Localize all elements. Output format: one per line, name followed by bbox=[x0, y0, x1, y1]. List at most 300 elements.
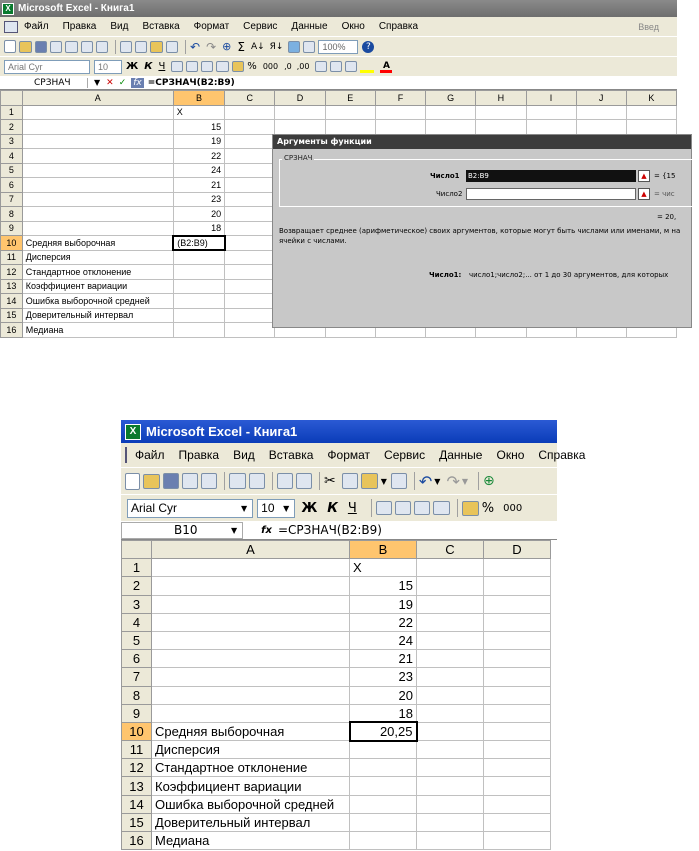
menu-file[interactable]: Файл bbox=[24, 21, 49, 32]
row-header-5[interactable]: 5 bbox=[1, 163, 23, 178]
insert-function-icon[interactable]: fx bbox=[133, 77, 142, 88]
percent-icon[interactable]: % bbox=[481, 500, 495, 516]
row-header-5[interactable]: 5 bbox=[122, 631, 152, 649]
column-header-b[interactable]: B bbox=[173, 91, 224, 106]
autosum-icon[interactable]: Σ bbox=[237, 39, 245, 54]
borders-icon[interactable] bbox=[345, 61, 357, 72]
column-header-a[interactable]: A bbox=[22, 91, 173, 106]
cell-d2[interactable] bbox=[275, 120, 325, 135]
cell-b13[interactable] bbox=[350, 777, 417, 795]
row-header-8[interactable]: 8 bbox=[122, 686, 152, 704]
cell-b4[interactable]: 22 bbox=[350, 613, 417, 631]
menu-tools[interactable]: Сервис bbox=[243, 21, 278, 32]
row-header-6[interactable]: 6 bbox=[122, 650, 152, 668]
cell-c10[interactable] bbox=[225, 236, 275, 251]
cell-a5[interactable] bbox=[152, 631, 350, 649]
cell-a2[interactable] bbox=[22, 120, 173, 135]
cell-b7[interactable]: 23 bbox=[173, 192, 224, 207]
insert-function-icon[interactable]: fx bbox=[261, 524, 272, 536]
email-icon[interactable] bbox=[201, 473, 217, 489]
cell-i2[interactable] bbox=[526, 120, 576, 135]
copy-icon[interactable] bbox=[135, 41, 147, 53]
table-row bbox=[122, 631, 551, 649]
paste-icon[interactable] bbox=[361, 473, 378, 489]
cell-c3[interactable] bbox=[417, 595, 484, 613]
open-icon[interactable] bbox=[143, 474, 160, 489]
increase-indent-icon[interactable] bbox=[330, 61, 342, 72]
select-all-corner[interactable] bbox=[1, 91, 23, 106]
arg2-input[interactable] bbox=[466, 188, 636, 200]
column-header-j[interactable]: J bbox=[576, 91, 626, 106]
cell-b3[interactable]: 19 bbox=[173, 134, 224, 149]
format-painter-icon[interactable] bbox=[166, 41, 178, 53]
cell-a6[interactable] bbox=[152, 650, 350, 668]
menu-format[interactable]: Формат bbox=[193, 21, 230, 32]
cell-a14[interactable]: Ошибка выборочной средней bbox=[22, 294, 173, 309]
cell-d9[interactable] bbox=[484, 704, 551, 722]
cell-b3[interactable]: 19 bbox=[350, 595, 417, 613]
menu-window[interactable]: Окно bbox=[341, 21, 365, 32]
cell-c9[interactable] bbox=[417, 704, 484, 722]
row-header-11[interactable]: 11 bbox=[122, 741, 152, 759]
cell-d2[interactable] bbox=[484, 577, 551, 595]
cell-j2[interactable] bbox=[576, 120, 626, 135]
cell-b11[interactable] bbox=[350, 741, 417, 759]
undo-icon[interactable]: ↶ bbox=[418, 471, 433, 491]
table-row bbox=[122, 668, 551, 686]
cell-c1[interactable] bbox=[225, 105, 275, 120]
cell-b10[interactable]: (B2:B9) bbox=[173, 236, 224, 251]
group-label: СРЗНАЧ bbox=[284, 154, 313, 162]
print-icon[interactable] bbox=[65, 41, 78, 53]
column-header-k[interactable]: K bbox=[626, 91, 676, 106]
decrease-indent-icon[interactable] bbox=[315, 61, 327, 72]
cell-a4[interactable] bbox=[152, 613, 350, 631]
save-icon[interactable] bbox=[163, 473, 179, 489]
cut-icon[interactable]: ✂ bbox=[324, 473, 336, 489]
cell-d6[interactable] bbox=[484, 650, 551, 668]
standard-toolbar bbox=[0, 36, 677, 56]
cell-k1[interactable] bbox=[626, 105, 676, 120]
row-header-4[interactable]: 4 bbox=[122, 613, 152, 631]
table-row bbox=[122, 686, 551, 704]
redo-dropdown-icon[interactable]: ▼ bbox=[461, 476, 469, 486]
cell-c7[interactable] bbox=[225, 192, 275, 207]
cell-b1[interactable]: X bbox=[350, 559, 417, 577]
cell-e1[interactable] bbox=[325, 105, 375, 120]
cell-c6[interactable] bbox=[225, 178, 275, 193]
cell-a10[interactable]: Средняя выборочная bbox=[22, 236, 173, 251]
cell-a15[interactable]: Доверительный интервал bbox=[22, 308, 173, 323]
cell-a6[interactable] bbox=[22, 178, 173, 193]
cell-c2[interactable] bbox=[225, 120, 275, 135]
undo-dropdown-icon[interactable]: ▼ bbox=[434, 476, 441, 486]
cell-b15[interactable] bbox=[173, 308, 224, 323]
italic-icon[interactable]: К bbox=[144, 61, 153, 72]
menu-format[interactable]: Формат bbox=[327, 448, 371, 462]
dialog-title: Аргументы функции bbox=[273, 135, 691, 149]
cell-a7[interactable] bbox=[152, 668, 350, 686]
font-name-dropdown-icon[interactable]: ▼ bbox=[241, 503, 248, 513]
print-preview-icon[interactable] bbox=[249, 473, 265, 489]
hyperlink-icon[interactable]: ⊕ bbox=[483, 473, 495, 489]
menu-view[interactable]: Вид bbox=[233, 448, 255, 462]
align-center-icon[interactable] bbox=[186, 61, 198, 72]
arg1-collapse-icon[interactable]: ▲ bbox=[638, 170, 650, 182]
select-all-corner[interactable] bbox=[122, 541, 152, 559]
cell-a14[interactable]: Ошибка выборочной средней bbox=[152, 795, 350, 813]
merge-center-icon[interactable] bbox=[216, 61, 229, 72]
row-header-3[interactable]: 3 bbox=[1, 134, 23, 149]
help-icon[interactable]: ? bbox=[362, 41, 374, 53]
name-box[interactable]: СРЗНАЧ bbox=[0, 78, 88, 88]
formatting-toolbar bbox=[0, 56, 677, 76]
cell-a4[interactable] bbox=[22, 149, 173, 164]
sort-asc-icon[interactable]: А↓ bbox=[250, 41, 265, 52]
cell-b11[interactable] bbox=[173, 250, 224, 265]
row-header-13[interactable]: 13 bbox=[122, 777, 152, 795]
italic-icon[interactable]: К bbox=[327, 500, 338, 516]
save-icon[interactable] bbox=[35, 41, 47, 53]
cell-a8[interactable] bbox=[22, 207, 173, 222]
underline-icon[interactable]: Ч bbox=[347, 500, 357, 516]
cell-b9[interactable]: 18 bbox=[173, 221, 224, 236]
thousands-icon[interactable]: 000 bbox=[503, 502, 523, 514]
column-header-e[interactable]: E bbox=[325, 91, 375, 106]
align-right-icon[interactable] bbox=[201, 61, 213, 72]
menu-insert[interactable]: Вставка bbox=[142, 21, 180, 32]
cell-h2[interactable] bbox=[476, 120, 526, 135]
total-result: = 20, bbox=[657, 213, 677, 221]
zoom-box[interactable]: 100% bbox=[318, 40, 358, 54]
cell-a8[interactable] bbox=[152, 686, 350, 704]
cell-b5[interactable]: 24 bbox=[350, 631, 417, 649]
cell-h1[interactable] bbox=[476, 105, 526, 120]
cell-c6[interactable] bbox=[417, 650, 484, 668]
cell-d14[interactable] bbox=[484, 795, 551, 813]
cell-b13[interactable] bbox=[173, 279, 224, 294]
row-header-16[interactable]: 16 bbox=[122, 832, 152, 850]
cell-a16[interactable]: Медиана bbox=[22, 323, 173, 338]
cell-c11[interactable] bbox=[225, 250, 275, 265]
row-header-2[interactable]: 2 bbox=[1, 120, 23, 135]
paste-dropdown-icon[interactable]: ▼ bbox=[380, 476, 387, 486]
bold-icon[interactable]: Ж bbox=[301, 500, 318, 516]
chart-icon[interactable] bbox=[288, 41, 300, 53]
cell-c14[interactable] bbox=[417, 795, 484, 813]
cell-c16[interactable] bbox=[417, 832, 484, 850]
row-header-12[interactable]: 12 bbox=[122, 759, 152, 777]
column-header-c[interactable]: C bbox=[225, 91, 275, 106]
font-size-box[interactable]: 10 bbox=[257, 499, 295, 518]
cell-a1[interactable] bbox=[22, 105, 173, 120]
cell-i1[interactable] bbox=[526, 105, 576, 120]
help-arg-label: Число1: bbox=[429, 271, 462, 279]
cell-a3[interactable] bbox=[22, 134, 173, 149]
permission-icon[interactable] bbox=[50, 41, 62, 53]
cell-b15[interactable] bbox=[350, 813, 417, 831]
row-header-12[interactable]: 12 bbox=[1, 265, 23, 280]
cell-a9[interactable] bbox=[22, 221, 173, 236]
font-name-box[interactable]: Arial Cyr bbox=[4, 60, 90, 74]
menu-edit[interactable]: Правка bbox=[62, 21, 97, 32]
redo-icon[interactable]: ↷ bbox=[446, 471, 460, 491]
menu-tools[interactable]: Сервис bbox=[384, 448, 426, 462]
align-left-icon[interactable] bbox=[171, 61, 183, 72]
cell-d15[interactable] bbox=[484, 813, 551, 831]
cell-c7[interactable] bbox=[417, 668, 484, 686]
currency-icon[interactable] bbox=[232, 61, 244, 72]
cell-b4[interactable]: 22 bbox=[173, 149, 224, 164]
row-header-10[interactable]: 10 bbox=[122, 722, 152, 740]
undo-icon[interactable]: ↶ bbox=[190, 39, 201, 54]
name-box-dropdown-icon[interactable]: ▼ bbox=[231, 525, 238, 535]
cell-c12[interactable] bbox=[225, 265, 275, 280]
cell-c1[interactable] bbox=[417, 559, 484, 577]
cell-c3[interactable] bbox=[225, 134, 275, 149]
arg2-collapse-icon[interactable]: ▲ bbox=[638, 188, 650, 200]
cell-d11[interactable] bbox=[484, 741, 551, 759]
row-header-10[interactable]: 10 bbox=[1, 236, 23, 251]
table-row bbox=[122, 650, 551, 668]
cell-b10[interactable]: 20,25 bbox=[350, 722, 417, 740]
column-header-d[interactable]: D bbox=[484, 541, 551, 559]
cell-a12[interactable]: Стандартное отклонение bbox=[152, 759, 350, 777]
paste-icon[interactable] bbox=[150, 41, 163, 53]
name-box[interactable]: B10 bbox=[121, 522, 243, 539]
cancel-icon[interactable]: ✕ bbox=[106, 77, 114, 88]
cell-d3[interactable] bbox=[484, 595, 551, 613]
cell-c9[interactable] bbox=[225, 221, 275, 236]
drawing-icon[interactable] bbox=[303, 41, 315, 53]
cell-c8[interactable] bbox=[225, 207, 275, 222]
enter-icon[interactable]: ✓ bbox=[118, 77, 127, 88]
align-left-icon[interactable] bbox=[376, 501, 392, 515]
cell-d1[interactable] bbox=[275, 105, 325, 120]
cell-c11[interactable] bbox=[417, 741, 484, 759]
cell-c15[interactable] bbox=[225, 308, 275, 323]
column-header-g[interactable]: G bbox=[426, 91, 476, 106]
cell-c16[interactable] bbox=[225, 323, 275, 338]
menu-data[interactable]: Данные bbox=[439, 448, 483, 462]
arg1-input[interactable]: B2:B9 bbox=[466, 170, 636, 182]
cell-c2[interactable] bbox=[417, 577, 484, 595]
row-header-9[interactable]: 9 bbox=[1, 221, 23, 236]
cell-a13[interactable]: Коэффициент вариации bbox=[152, 777, 350, 795]
cell-a13[interactable]: Коэффициент вариации bbox=[22, 279, 173, 294]
cell-b8[interactable]: 20 bbox=[350, 686, 417, 704]
excel-logo-icon: X bbox=[2, 3, 14, 15]
cell-a11[interactable]: Дисперсия bbox=[152, 741, 350, 759]
cell-d4[interactable] bbox=[484, 613, 551, 631]
cell-b7[interactable]: 23 bbox=[350, 668, 417, 686]
cell-k2[interactable] bbox=[626, 120, 676, 135]
cell-c8[interactable] bbox=[417, 686, 484, 704]
cell-c14[interactable] bbox=[225, 294, 275, 309]
formula-text[interactable]: =СРЗНАЧ(B2:B9) bbox=[277, 523, 382, 537]
font-name-box[interactable]: Arial Cyr bbox=[127, 499, 253, 518]
cell-j1[interactable] bbox=[576, 105, 626, 120]
cell-b14[interactable] bbox=[173, 294, 224, 309]
window-title: Microsoft Excel - Книга1 bbox=[146, 424, 298, 439]
font-size-dropdown-icon[interactable]: ▼ bbox=[283, 503, 290, 513]
cell-b5[interactable]: 24 bbox=[173, 163, 224, 178]
cell-g2[interactable] bbox=[426, 120, 476, 135]
column-header-i[interactable]: I bbox=[526, 91, 576, 106]
column-header-row bbox=[1, 91, 677, 106]
column-header-h[interactable]: H bbox=[476, 91, 526, 106]
sort-desc-icon[interactable]: Я↓ bbox=[269, 41, 284, 52]
column-header-a[interactable]: A bbox=[152, 541, 350, 559]
cell-f2[interactable] bbox=[375, 120, 425, 135]
cell-c4[interactable] bbox=[417, 613, 484, 631]
arg2-label: Число2 bbox=[436, 190, 463, 198]
bold-icon[interactable]: Ж bbox=[126, 61, 139, 72]
menu-window[interactable]: Окно bbox=[496, 448, 525, 462]
menu-help[interactable]: Справка bbox=[538, 448, 586, 462]
row-header-9[interactable]: 9 bbox=[122, 704, 152, 722]
font-size-box[interactable]: 10 bbox=[94, 60, 122, 74]
menu-view[interactable]: Вид bbox=[110, 21, 129, 32]
new-icon[interactable] bbox=[125, 473, 140, 490]
currency-icon[interactable] bbox=[462, 501, 479, 516]
menu-data[interactable]: Данные bbox=[291, 21, 328, 32]
row-header-6[interactable]: 6 bbox=[1, 178, 23, 193]
row-header-14[interactable]: 14 bbox=[1, 294, 23, 309]
align-right-icon[interactable] bbox=[414, 501, 430, 515]
row-header-16[interactable]: 16 bbox=[1, 323, 23, 338]
cell-b12[interactable] bbox=[173, 265, 224, 280]
cell-a2[interactable] bbox=[152, 577, 350, 595]
cell-b9[interactable]: 18 bbox=[350, 704, 417, 722]
cell-d8[interactable] bbox=[484, 686, 551, 704]
cell-c10[interactable] bbox=[417, 722, 484, 740]
print-icon[interactable] bbox=[229, 473, 246, 489]
cell-b12[interactable] bbox=[350, 759, 417, 777]
cell-b8[interactable]: 20 bbox=[173, 207, 224, 222]
cell-c13[interactable] bbox=[417, 777, 484, 795]
formula-text[interactable]: =СРЗНАЧ(B2:B9) bbox=[147, 77, 235, 88]
cell-a12[interactable]: Стандартное отклонение bbox=[22, 265, 173, 280]
column-header-d[interactable]: D bbox=[275, 91, 325, 106]
research-icon[interactable] bbox=[296, 473, 312, 489]
cell-c4[interactable] bbox=[225, 149, 275, 164]
permission-icon[interactable] bbox=[182, 473, 198, 489]
row-header-13[interactable]: 13 bbox=[1, 279, 23, 294]
cell-a15[interactable]: Доверительный интервал bbox=[152, 813, 350, 831]
cell-c5[interactable] bbox=[417, 631, 484, 649]
cell-f1[interactable] bbox=[375, 105, 425, 120]
cell-a9[interactable] bbox=[152, 704, 350, 722]
cell-b1[interactable]: X bbox=[173, 105, 224, 120]
new-icon[interactable] bbox=[4, 40, 16, 53]
format-painter-icon[interactable] bbox=[391, 473, 407, 489]
cell-a3[interactable] bbox=[152, 595, 350, 613]
merge-center-icon[interactable] bbox=[433, 501, 450, 515]
question-box[interactable]: Введ bbox=[638, 21, 659, 32]
cell-c15[interactable] bbox=[417, 813, 484, 831]
cell-a1[interactable] bbox=[152, 559, 350, 577]
function-arguments-dialog bbox=[272, 134, 692, 328]
increase-decimal-icon[interactable]: ,0 bbox=[284, 62, 292, 71]
column-header-c[interactable]: C bbox=[417, 541, 484, 559]
cell-d16[interactable] bbox=[484, 832, 551, 850]
print-preview-icon[interactable] bbox=[81, 41, 93, 53]
row-header-4[interactable]: 4 bbox=[1, 149, 23, 164]
row-header-8[interactable]: 8 bbox=[1, 207, 23, 222]
column-header-b[interactable]: B bbox=[350, 541, 417, 559]
row-header-1[interactable]: 1 bbox=[122, 559, 152, 577]
decrease-decimal-icon[interactable]: ,00 bbox=[296, 62, 310, 71]
fill-color-icon[interactable] bbox=[360, 61, 374, 73]
cell-a5[interactable] bbox=[22, 163, 173, 178]
redo-icon[interactable]: ↷ bbox=[206, 39, 217, 54]
column-header-f[interactable]: F bbox=[375, 91, 425, 106]
row-header-7[interactable]: 7 bbox=[122, 668, 152, 686]
menu-insert[interactable]: Вставка bbox=[268, 448, 314, 462]
row-header-1[interactable]: 1 bbox=[1, 105, 23, 120]
cell-b6[interactable]: 21 bbox=[350, 650, 417, 668]
percent-icon[interactable]: % bbox=[247, 61, 257, 72]
align-center-icon[interactable] bbox=[395, 501, 411, 515]
menu-edit[interactable]: Правка bbox=[178, 448, 220, 462]
row-header-15[interactable]: 15 bbox=[122, 813, 152, 831]
cell-d7[interactable] bbox=[484, 668, 551, 686]
cell-b16[interactable] bbox=[173, 323, 224, 338]
spelling-icon[interactable] bbox=[277, 473, 293, 489]
row-header-11[interactable]: 11 bbox=[1, 250, 23, 265]
cell-a11[interactable]: Дисперсия bbox=[22, 250, 173, 265]
cell-c12[interactable] bbox=[417, 759, 484, 777]
cell-a10[interactable]: Средняя выборочная bbox=[152, 722, 350, 740]
cell-b6[interactable]: 21 bbox=[173, 178, 224, 193]
cell-b2[interactable]: 15 bbox=[350, 577, 417, 595]
cell-d13[interactable] bbox=[484, 777, 551, 795]
row-header-2[interactable]: 2 bbox=[122, 577, 152, 595]
row-header-3[interactable]: 3 bbox=[122, 595, 152, 613]
cut-icon[interactable] bbox=[120, 41, 132, 53]
cell-b16[interactable] bbox=[350, 832, 417, 850]
cell-b2[interactable]: 15 bbox=[173, 120, 224, 135]
cell-d5[interactable] bbox=[484, 631, 551, 649]
underline-icon[interactable]: Ч bbox=[158, 61, 166, 72]
cell-b14[interactable] bbox=[350, 795, 417, 813]
table-row bbox=[122, 577, 551, 595]
cell-a7[interactable] bbox=[22, 192, 173, 207]
menu-file[interactable]: Файл bbox=[135, 448, 165, 462]
open-icon[interactable] bbox=[19, 41, 32, 53]
cell-d10[interactable] bbox=[484, 722, 551, 740]
spelling-icon[interactable] bbox=[96, 41, 108, 53]
cell-c13[interactable] bbox=[225, 279, 275, 294]
hyperlink-icon[interactable]: ⊕ bbox=[222, 40, 232, 53]
copy-icon[interactable] bbox=[342, 473, 358, 489]
cell-a16[interactable]: Медиана bbox=[152, 832, 350, 850]
cell-d12[interactable] bbox=[484, 759, 551, 777]
row-header-14[interactable]: 14 bbox=[122, 795, 152, 813]
cell-d1[interactable] bbox=[484, 559, 551, 577]
name-box-dropdown-icon[interactable]: ▼ bbox=[94, 78, 101, 87]
table-row bbox=[122, 741, 551, 759]
font-color-icon[interactable]: A bbox=[380, 61, 392, 73]
cell-c5[interactable] bbox=[225, 163, 275, 178]
row-header-15[interactable]: 15 bbox=[1, 308, 23, 323]
cell-g1[interactable] bbox=[426, 105, 476, 120]
cell-e2[interactable] bbox=[325, 120, 375, 135]
menu-help[interactable]: Справка bbox=[378, 21, 419, 32]
thousands-icon[interactable]: 000 bbox=[262, 62, 279, 71]
row-header-7[interactable]: 7 bbox=[1, 192, 23, 207]
